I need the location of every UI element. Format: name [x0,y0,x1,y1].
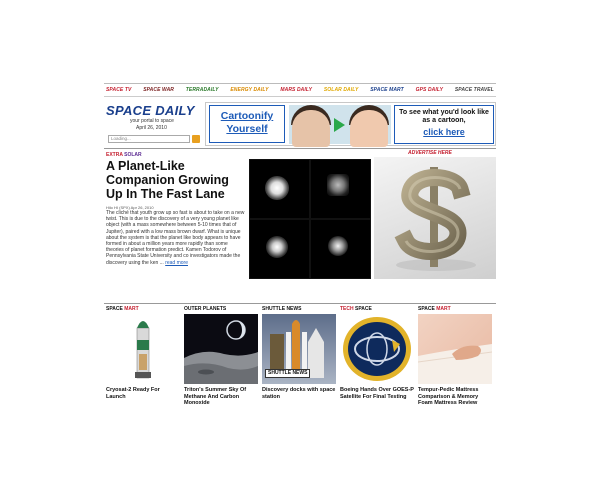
mattress-hand-icon [418,314,492,384]
card-label-a: SPACE [106,306,125,312]
logo-name: SPACE DAILY [106,103,195,118]
ad-right-text: To see what you'd look like as a cartoon, [399,109,489,124]
advertise-image[interactable] [374,157,496,279]
image-panel-4 [311,220,370,278]
card-caption[interactable]: Tempur-Pedic Mattress Comparison & Memory Foam Mattress Review [418,387,479,406]
face-before [292,110,330,147]
card-section-label [262,306,336,313]
ad-banner[interactable] [205,102,496,146]
card-section-label [418,306,492,313]
ad-click-here-box[interactable] [394,105,494,144]
network-link-gps-daily[interactable]: GPS DAILY [415,87,444,93]
rocket-icon [106,314,180,384]
card-caption[interactable]: Cryosat-2 Ready For Launch [106,387,160,400]
card-caption[interactable]: Triton's Summer Sky Of Methane And Carbon Monoxide [184,387,247,406]
kicker-solar: SOLAR [124,152,142,158]
card-thumbnail[interactable] [106,314,180,384]
site-header [104,100,496,146]
current-date: April 26, 2010 [136,125,167,131]
face-after [350,110,388,147]
divider [104,148,496,149]
ad-faces-image [289,105,391,144]
card-label-a: TECH [340,306,355,312]
news-card-1[interactable] [106,306,180,400]
advertise-here-label[interactable]: ADVERTISE HERE [408,150,452,156]
dollar-sign-icon [374,157,496,279]
network-link-space-war[interactable]: SPACE WAR [143,87,174,93]
bright-star-blob [265,176,289,200]
search-button[interactable] [192,135,200,143]
card-label-a: SPACE [418,306,437,312]
read-more-link[interactable]: read more [165,259,188,266]
search-input[interactable]: Loading... [108,135,190,143]
network-link-space-tv[interactable]: SPACE TV [106,87,132,93]
network-link-mars-daily[interactable]: MARS DAILY [280,87,313,93]
card-section-label [106,306,180,313]
card-thumbnail[interactable] [184,314,258,384]
web-page [104,83,496,418]
card-label-a: OUTER PLANETS [184,306,227,312]
thumb-caption-label: SHUTTLE NEWS [265,369,310,378]
network-link-space-mart[interactable]: SPACE MART [370,87,404,93]
card-section-label [340,306,414,313]
news-card-3[interactable] [262,306,336,400]
lead-headline[interactable]: A Planet-Like Companion Growing Up In The Fast Lane [106,159,229,201]
divider [104,303,496,304]
news-card-4[interactable] [340,306,414,400]
mission-patch-icon [340,314,414,384]
image-panel-3 [250,220,309,278]
network-link-energy-daily[interactable]: ENERGY DAILY [230,87,269,93]
lead-kicker[interactable] [106,152,142,158]
logo-tagline: your portal to space [130,118,174,124]
card-thumbnail[interactable] [262,314,336,384]
ad-cartoonify-link[interactable] [209,105,285,143]
network-link-terradaily[interactable]: TERRADAILY [185,87,219,93]
card-label-b: SPACE [355,306,372,312]
network-link-space-travel[interactable]: SPACE TRAVEL [454,87,494,93]
card-caption[interactable]: Discovery docks with space station [262,387,336,400]
card-label-b: MART [124,306,139,312]
ad-click-here-link[interactable]: click here [423,127,465,137]
kicker-extra: EXTRA [106,152,123,158]
network-link-solar-daily[interactable]: SOLAR DAILY [323,87,359,93]
news-card-5[interactable] [418,306,492,407]
moon-surface-icon [184,314,258,384]
image-panel-2 [311,160,370,218]
arrow-right-icon [334,118,345,132]
card-thumbnail[interactable] [340,314,414,384]
star-blob [266,236,288,258]
card-label-b: MART [436,306,451,312]
card-section-label [184,306,258,313]
lead-byline: Hilo HI (SPX) Apr 26, 2010 [106,205,154,210]
lead-story-text [106,210,246,266]
network-bar [104,83,496,97]
card-thumbnail[interactable] [418,314,492,384]
companion-blob [328,236,348,256]
lead-image-grid[interactable] [249,159,371,279]
lead-body: The cliché that youth grow up so fast is about to take on a new twist. This is due to the discovery of a very young planet like object (with a mass somewhere between 5-10 times that of Jupiter), paired with a low mass brown dwarf. What is unique about the system is that the planet like body appears to have formed in about a million years more rapidly than some theories of planet formation predict. Kamen Todorov of Pennsylvania State University and co investigators made the discovery using the ken ... [106,210,245,266]
image-panel-1 [250,160,309,218]
card-caption[interactable]: Boeing Hands Over GOES-P Satellite For Final Testing [340,387,414,400]
pixelated-blob [327,174,349,196]
card-label-a: SHUTTLE NEWS [262,306,302,312]
news-card-2[interactable] [184,306,258,407]
ad-cartoonify-text: Cartoonify Yourself [220,110,274,135]
